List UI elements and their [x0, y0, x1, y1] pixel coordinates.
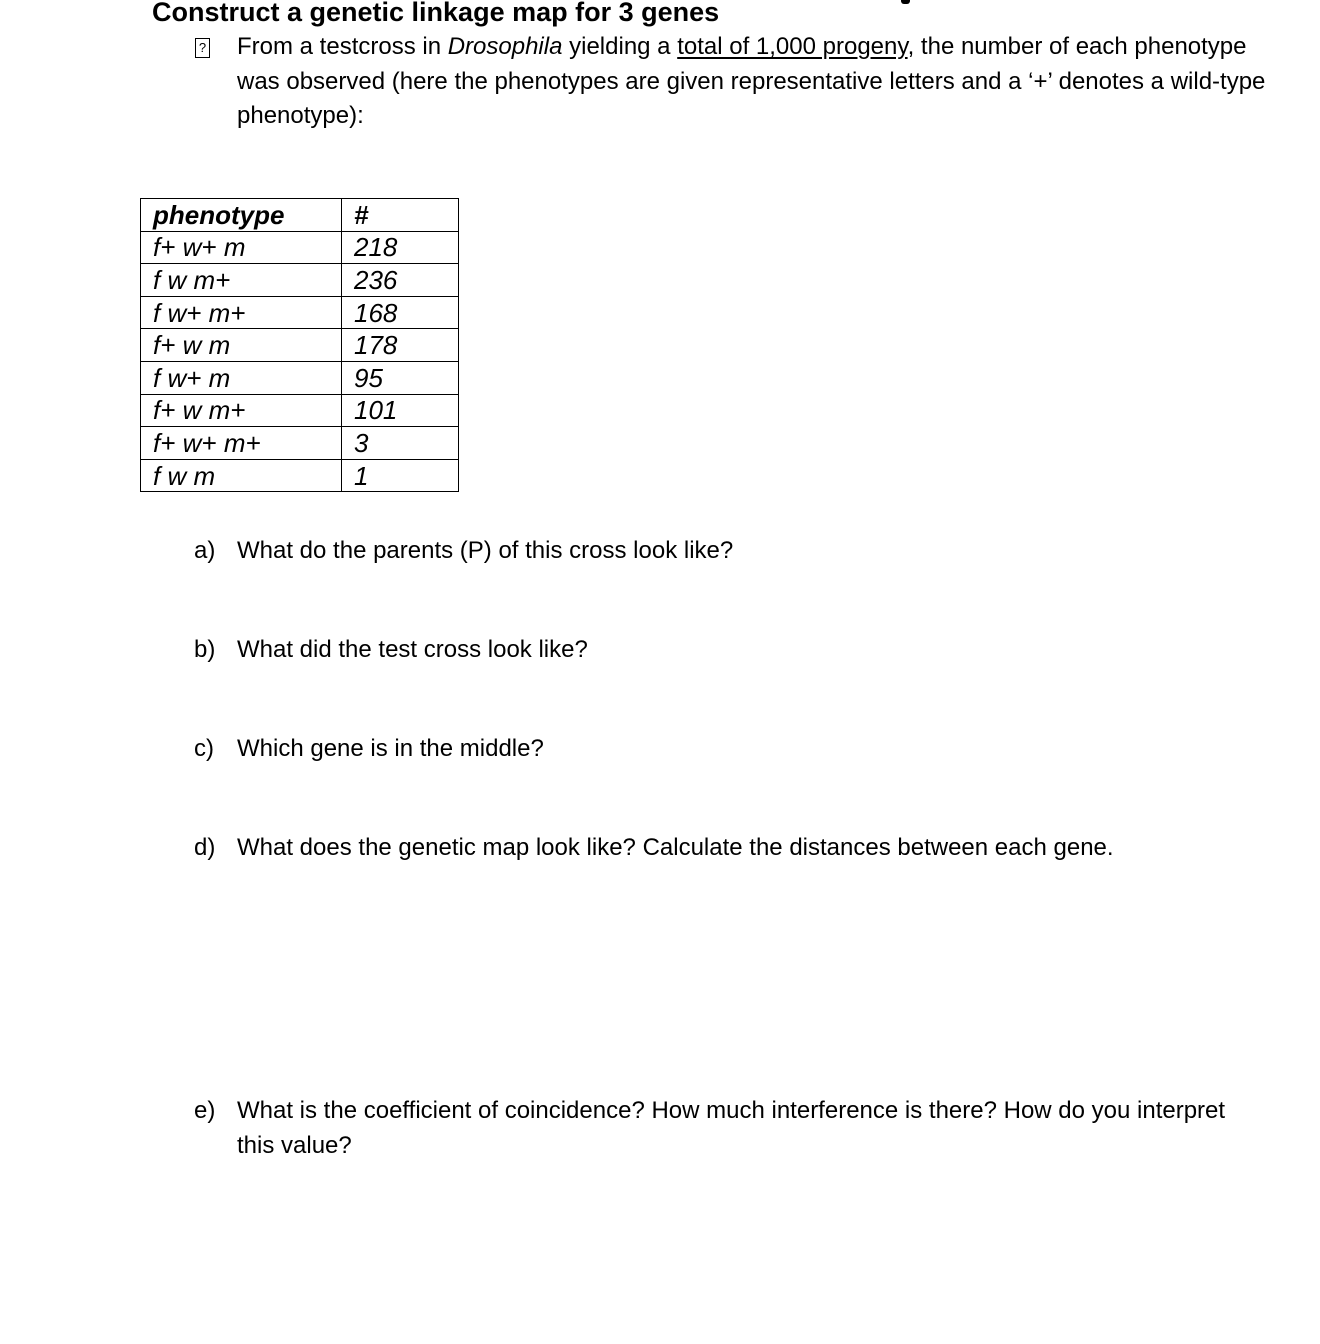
question-text: What did the test cross look like?	[237, 636, 588, 663]
table-row	[141, 231, 459, 264]
question-text: Which gene is in the middle?	[237, 735, 544, 762]
phenotype-cell: f w+ m+	[141, 296, 342, 329]
table-header-row	[141, 199, 459, 232]
total-progeny-underlined: total of 1,000 progeny	[677, 33, 908, 60]
question-text: What does the genetic map look like? Calculate the distances between each gene.	[237, 834, 1114, 861]
page-title: Construct a genetic linkage map for 3 genes	[152, 0, 720, 27]
count-cell: 236	[342, 264, 459, 297]
count-cell: 1	[342, 459, 459, 492]
table-row	[141, 264, 459, 297]
intro-paragraph	[237, 30, 1277, 134]
question-text: What is the coefficient of coincidence? How much interference is there? How do you interpret this value?	[237, 1097, 1226, 1159]
question-letter: c)	[194, 735, 214, 762]
count-cell: 95	[342, 361, 459, 394]
phenotype-cell: f+ w m	[141, 329, 342, 362]
count-cell: 3	[342, 427, 459, 460]
intro-text-2: yielding a	[562, 33, 678, 60]
table-row	[141, 427, 459, 460]
unknown-glyph-bullet-icon: ?	[195, 38, 210, 58]
phenotype-cell: f+ w+ m	[141, 231, 342, 264]
header-count: #	[342, 199, 459, 232]
phenotype-table	[140, 198, 459, 492]
phenotype-cell: f+ w m+	[141, 394, 342, 427]
intro-text-1: From a testcross in	[237, 33, 448, 60]
count-cell: 218	[342, 231, 459, 264]
table-row	[141, 296, 459, 329]
phenotype-cell: f w m	[141, 459, 342, 492]
phenotype-cell: f w+ m	[141, 361, 342, 394]
question-letter: b)	[194, 636, 216, 663]
question-text: What do the parents (P) of this cross look like?	[237, 537, 734, 564]
species-name: Drosophila	[447, 33, 563, 60]
question-letter: e)	[194, 1097, 216, 1124]
table-row	[141, 361, 459, 394]
table-row	[141, 329, 459, 362]
count-cell: 168	[342, 296, 459, 329]
count-cell: 178	[342, 329, 459, 362]
count-cell: 101	[342, 394, 459, 427]
table-row	[141, 459, 459, 492]
question-c	[194, 732, 1234, 767]
header-phenotype: phenotype	[141, 199, 342, 232]
question-b	[194, 633, 1234, 668]
stray-mark	[901, 0, 910, 4]
phenotype-cell: f w m+	[141, 264, 342, 297]
phenotype-cell: f+ w+ m+	[141, 427, 342, 460]
intro-text-3: , the number of each phenotype was observed (here the phenotypes are given representative letters and a ‘+’ denotes a wild-type phenotype):	[237, 33, 1266, 129]
table-row	[141, 394, 459, 427]
question-e	[194, 1094, 1234, 1163]
question-letter: a)	[194, 537, 216, 564]
question-letter: d)	[194, 834, 216, 861]
question-a	[194, 534, 1234, 569]
question-d	[194, 831, 1234, 866]
